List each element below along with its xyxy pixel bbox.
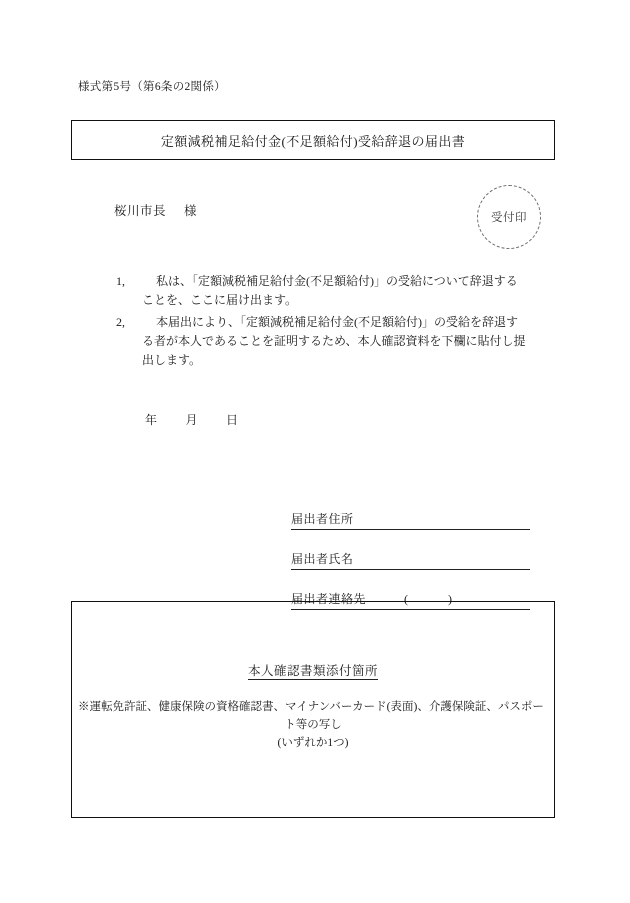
clause-marker: 1, (116, 274, 125, 288)
attachment-heading-text: 本人確認書類添付箇所 (247, 664, 378, 678)
addressee (114, 201, 197, 219)
clause-line: 出します。 (142, 353, 202, 367)
clause-marker: 2, (116, 315, 125, 329)
clause-line: 私は、「定額減税補足給付金(不足額給付)」の受給について辞退する (156, 274, 518, 288)
paren-close: ) (448, 592, 452, 606)
clause-body (142, 272, 546, 310)
document-title: 定額減税補足給付金(不足額給付)受給辞退の届出書 (160, 133, 466, 149)
date-month-label: 月 (185, 413, 199, 427)
clause-line: 本届出により、「定額減税補足給付金(不足額給付)」の受給を辞退す (156, 315, 518, 329)
receipt-stamp-label: 受付印 (491, 212, 527, 224)
declarant-address-field[interactable] (291, 490, 530, 530)
addressee-honorific: 様 (184, 204, 198, 218)
document-title-box (71, 120, 555, 160)
clause-item (116, 313, 546, 370)
declarant-contact-label: 届出者連絡先 (291, 592, 367, 606)
signature-field-group (291, 490, 530, 610)
declarant-address-label: 届出者住所 (291, 512, 354, 526)
clause-item (116, 272, 546, 310)
paren-open: ( (404, 592, 408, 606)
clause-line: ことを、ここに届け出ます。 (142, 293, 298, 307)
receipt-stamp-circle (477, 185, 541, 249)
attachment-note-line: (いずれか1つ) (277, 737, 349, 749)
clause-list (116, 272, 546, 373)
date-entry-line[interactable] (145, 411, 239, 428)
addressee-name: 桜川市長 (114, 204, 167, 218)
attachment-notes (78, 698, 548, 752)
date-day-label: 日 (226, 413, 239, 427)
date-year-label: 年 (145, 413, 158, 427)
form-number-label: 様式第5号（第6条の2関係） (78, 81, 226, 93)
attachment-note-line: ト等の写し (284, 719, 342, 731)
clause-body (142, 313, 546, 370)
clause-line: る者が本人であることを証明するため、本人確認資料を下欄に貼付し提 (142, 334, 526, 348)
attachment-heading (72, 661, 554, 679)
attachment-note-line: ※運転免許証、健康保険の資格確認書、マイナンバーカード(表面)、介護保険証、パスポー (78, 701, 544, 713)
identity-document-attachment-box[interactable] (71, 601, 555, 818)
declarant-name-field[interactable] (291, 530, 530, 570)
declarant-name-label: 届出者氏名 (291, 552, 354, 566)
